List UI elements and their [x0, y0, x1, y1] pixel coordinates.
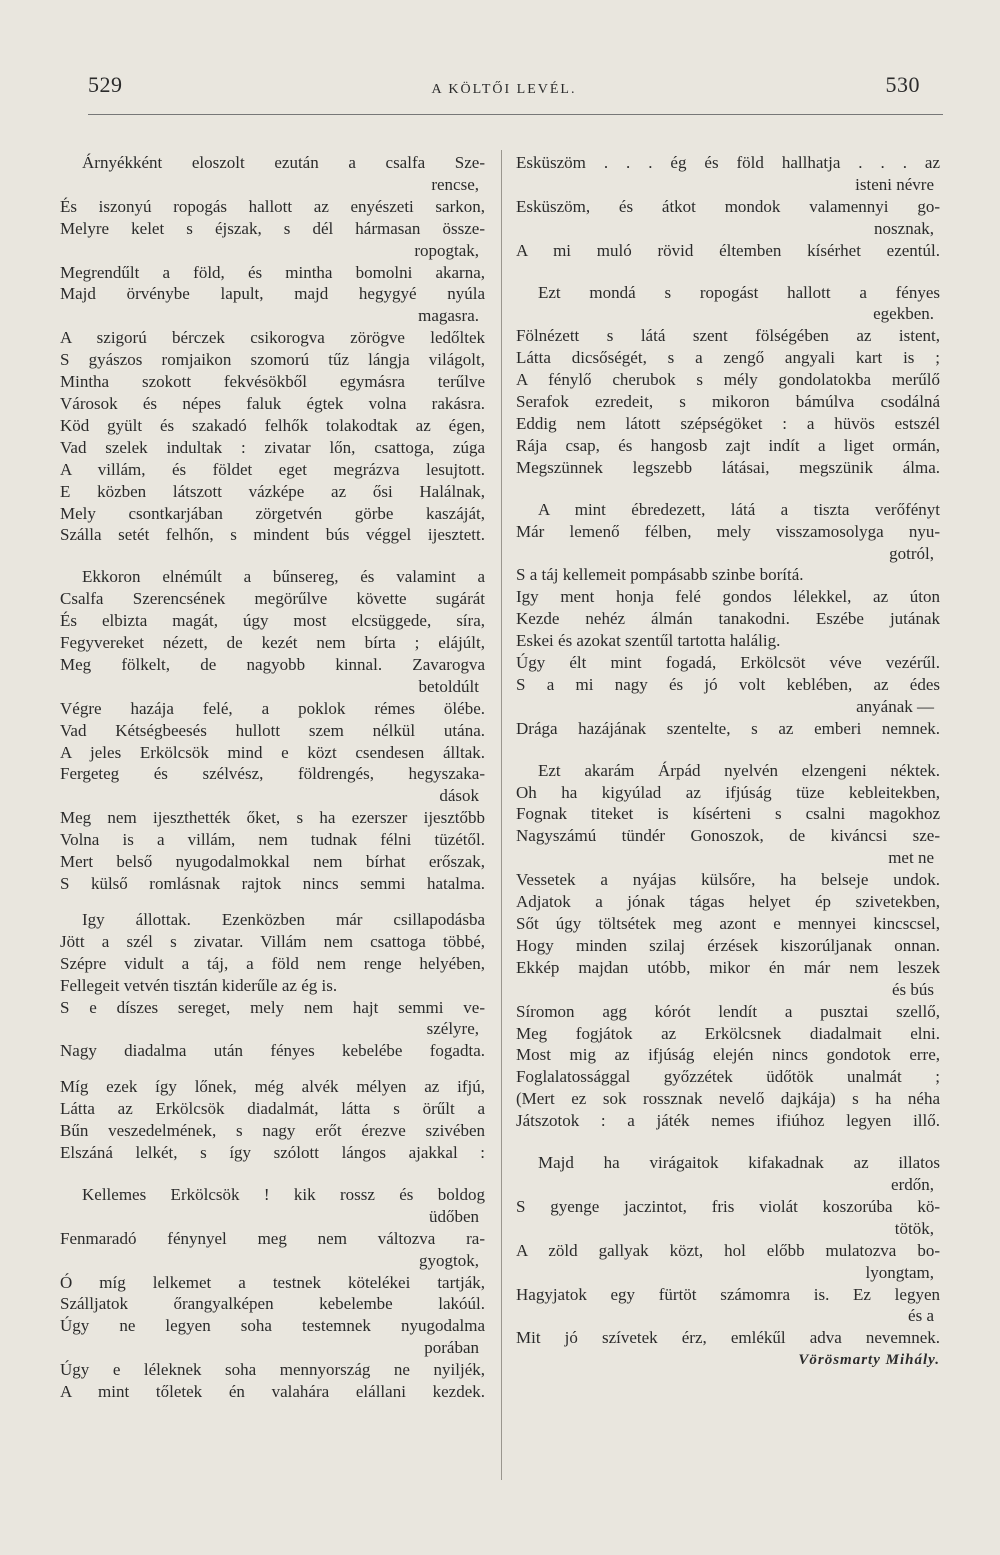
verse-line: Köd gyült és szakadó felhők tolakodtak az égen, [60, 415, 485, 435]
verse-line: Megszünnek legszebb látásai, megszünik álma. [516, 457, 940, 477]
verse-line: Fellegeit vetvén tisztán kiderűle az ég is. [60, 975, 338, 995]
verse-line: Nagyszámú tündér Gonoszok, de kiváncsi sze- [516, 826, 940, 846]
verse-line: Játszotok : a játék nemes ifiúhoz legyen illő. [516, 1111, 940, 1131]
stanza-break [60, 1164, 485, 1184]
verse-line: Foglalatossággal győzzétek üdőtök unalmát ; [516, 1067, 940, 1087]
verse-line: Kezde nehéz álmán tanakodni. Eszébe jutának [516, 609, 940, 629]
verse-line: Drága hazájának szentelte, s az emberi nemnek. [516, 718, 940, 738]
verse-line-continuation: és bús [891, 979, 934, 999]
verse-line-continuation: és a [908, 1306, 934, 1326]
verse-line: Ó míg lelkemet a testnek kötelékei tartják, [60, 1272, 485, 1292]
verse-line: Hagyjatok egy fürtöt számomra is. Ez legyen [516, 1284, 940, 1304]
verse-line: S külső romlásnak rajtok nincs semmi hatalma. [60, 874, 485, 893]
verse-line: Úgy élt mint fogadá, Erkölcsöt véve vezérűl. [516, 653, 940, 673]
verse-line-continuation: gotról, [889, 543, 934, 563]
verse-line: Vad szelek indultak : zivatar lőn, csattoga, zúga [60, 437, 485, 457]
verse-line: E közben látszott vázképe az ősi Halálnak, [60, 481, 485, 501]
verse-line: Mintha szokott fekvésökből egymásra terűlve [60, 372, 485, 392]
verse-line: Sőt úgy töltsétek meg azont e mennyei kincscsel, [516, 914, 940, 933]
verse-line-continuation: nosznak, [874, 218, 934, 238]
verse-line: Esküszöm, és átkot mondok valamennyi go- [516, 196, 940, 216]
verse-line: Mely csontkarjában zörgetvén görbe kaszáját, [60, 503, 485, 523]
stanza-break [516, 262, 940, 282]
verse-line: A fénylő cherubok s mély gondolatokba merűlő [516, 370, 940, 390]
verse-line: Úgy ne legyen soha testemnek nyugodalma [60, 1316, 485, 1336]
verse-line: Síromon agg kórót lendít a pusztai szellő, [516, 1001, 940, 1021]
verse-line: Majd örvénybe lapult, majd hegygyé nyúla [60, 284, 485, 304]
verse-line: Látta dicsőségét, s a zengő angyali kart is ; [516, 348, 940, 368]
verse-line: És elbizta magát, úgy most elcsüggede, síra, [60, 611, 485, 631]
verse-line: Volna is a villám, nem tudnak félni tüzétől. [60, 830, 485, 850]
page-header [88, 72, 920, 112]
verse-line: Végre hazája felé, a poklok rémes ölébe. [60, 698, 485, 718]
verse-line: Fognak titeket is kísérteni s csalni magokhoz [516, 804, 940, 824]
verse-line: Ezt akarám Árpád nyelvén elzengeni néktek. [538, 760, 940, 780]
verse-line: Jött a szél s zivatar. Villám nem csattoga többé, [60, 931, 485, 951]
verse-line: Fegyvereket nézett, de kezét nem bírta ; elájúlt, [60, 633, 485, 653]
verse-line-continuation: ropogtak, [414, 240, 479, 260]
verse-line: Megrendűlt a föld, és mintha bomolni akarna, [60, 262, 485, 282]
verse-line: Serafok ezredeit, s mikoron bámúlva csodálná [516, 392, 940, 412]
verse-line: A szigorú bérczek csikorogva zörögve ledőltek [60, 328, 485, 348]
verse-line: És iszonyú ropogás hallott az enyészeti sarkon, [60, 196, 485, 216]
verse-line: A mint tőletek én valahára elállani kezdek. [60, 1382, 485, 1402]
verse-line: Rája csap, és hangosb zajt indít a liget ormán, [516, 435, 940, 455]
verse-line: Úgy e léleknek soha mennyország ne nyiljék, [60, 1360, 485, 1380]
verse-line: Látta az Erkölcsök diadalmát, látta s örűlt a [60, 1099, 485, 1119]
verse-line: A mi muló rövid éltemben kísérhet ezentúl. [516, 240, 940, 260]
verse-line: S e díszes sereget, mely nem hajt semmi ve- [60, 997, 485, 1017]
verse-line: S gyenge jaczintot, fris violát koszorúba kö- [516, 1196, 940, 1216]
verse-line: Ekkép majdan utóbb, mikor én már nem leszek [516, 957, 940, 977]
verse-line: Mert belső nyugodalmokkal nem bírhat erőszak, [60, 852, 485, 872]
verse-line: Mit jó szívetek érz, emlékűl adva nevemnek. [516, 1328, 940, 1348]
author-signature: Vörösmarty Mihály. [798, 1352, 940, 1369]
verse-line: (Mert ez sok rossznak nevelő dajkája) s ha néha [516, 1089, 940, 1109]
verse-line-continuation: anyának — [856, 696, 934, 716]
stanza-break [516, 479, 940, 499]
verse-line-continuation: rencse, [431, 174, 479, 194]
verse-line: Hogy minden szilaj érzések kiszorúljanak onnan. [516, 935, 940, 955]
verse-line: Eskei és azokat szentűl tartotta halálig. [516, 631, 781, 651]
verse-line-continuation: magasra. [418, 306, 479, 326]
verse-line-continuation: szélyre, [426, 1019, 479, 1039]
verse-line-continuation: met ne [888, 848, 934, 868]
verse-line: S gyászos romjaikon szomorú tűz lángja világolt, [60, 350, 485, 370]
verse-line: Elszáná lelkét, s így szólott lángos ajakkal : [60, 1142, 485, 1162]
page-number-right: 530 [885, 72, 920, 97]
verse-line: Szálljatok őrangyalképen kebelembe lakóúl. [60, 1294, 485, 1314]
verse-line: Csalfa Szerencsének megörűlve követte sugárát [60, 589, 485, 609]
verse-line: S a táj kellemeit pompásabb szinbe borítá. [516, 565, 804, 585]
verse-line: A zöld gallyak közt, hol előbb mulatozva bo- [516, 1240, 940, 1260]
verse-line: Városok és népes faluk égtek volna rakásra. [60, 393, 485, 413]
verse-line-continuation: lyongtam, [865, 1262, 934, 1282]
stanza-break [60, 895, 485, 909]
verse-line: Fölnézett s látá szent fölségében az istent, [516, 326, 940, 346]
verse-line: Kellemes Erkölcsök ! kik rossz és boldog [82, 1184, 485, 1204]
verse-line-continuation: tötök, [894, 1218, 934, 1238]
verse-line: Esküszöm . . . ég és föld hallhatja . . . az [516, 153, 940, 172]
verse-line: A villám, és földet eget megrázva lesujtott. [60, 459, 485, 479]
verse-line: Míg ezek így lőnek, még alvék mélyen az ifjú, [60, 1077, 485, 1097]
verse-line: Szálla setét felhőn, s mindent bús véggel ijesztett. [60, 525, 485, 545]
verse-line: Melyre kelet s éjszak, s dél hármasan össze- [60, 218, 485, 238]
verse-line: Ezt mondá s ropogást hallott a fényes [538, 282, 940, 302]
verse-line: A mint ébredezett, látá a tiszta verőfényt [538, 499, 940, 519]
verse-line: Meg fogjátok az Erkölcsnek diadalmait elni. [516, 1023, 940, 1043]
verse-line-continuation: betoldúlt [418, 676, 479, 696]
verse-line-continuation: erdőn, [891, 1174, 934, 1194]
verse-line-continuation: üdőben [428, 1206, 479, 1226]
verse-line-continuation: porában [424, 1338, 479, 1358]
column-divider [501, 150, 502, 1480]
verse-line: Fergeteg és szélvész, földrengés, hegyszaka- [60, 764, 485, 784]
right-column [516, 152, 940, 1372]
verse-line: Igy ment honja felé gondos lélekkel, az úton [516, 587, 940, 607]
verse-line: Meg nem ijeszthették őket, s ha ezerszer ijesztőbb [60, 808, 485, 828]
verse-line-continuation: dások [439, 786, 479, 806]
page-number-left: 529 [88, 72, 123, 97]
stanza-break [60, 546, 485, 566]
verse-line: Igy állottak. Ezenközben már csillapodásba [82, 909, 485, 929]
verse-line: Már lemenő félben, mely visszamosolyga nyu- [516, 521, 940, 541]
verse-line: Most mig az ifjúság elején nincs gondotok erre, [516, 1045, 940, 1065]
left-column [60, 152, 485, 1403]
verse-line: Szépre vidult a táj, a föld nem renge helyében, [60, 953, 485, 973]
running-title: A KÖLTŐI LEVÉL. [431, 82, 577, 97]
verse-line: Vad Kétségbeesés hullott szem nélkül utána. [60, 720, 485, 740]
stanza-break [516, 1132, 940, 1152]
verse-line: Eddig nem látott szépségöket : a hüvös estszél [516, 413, 940, 433]
verse-line-continuation: isteni névre [855, 174, 934, 194]
verse-line: Fenmaradó fénynyel meg nem változva ra- [60, 1228, 485, 1248]
verse-line: Meg fölkelt, de nagyobb kinnal. Zavarogva [60, 654, 485, 674]
verse-line-continuation: gyogtok, [419, 1250, 479, 1270]
stanza-break [60, 1062, 485, 1076]
verse-line: A jeles Erkölcsök mind e közt csendesen álltak. [60, 742, 485, 762]
verse-line: Vessetek a nyájas külsőre, ha belseje undok. [516, 870, 940, 890]
verse-line: Adjatok a jónak tágas helyet ép szivetekben, [516, 892, 940, 912]
verse-line-continuation: egekben. [873, 304, 934, 324]
header-rule [88, 114, 943, 115]
stanza-break [516, 740, 940, 760]
verse-line: Oh ha kigyúlad az ifjúság tüze kebleitekben, [516, 782, 940, 802]
verse-line: Árnyékként eloszolt ezután a csalfa Sze- [82, 153, 485, 172]
verse-line: S a mi nagy és jó volt keblében, az édes [516, 674, 940, 694]
verse-line: Ekkoron elnémúlt a bűnsereg, és valamint a [82, 567, 485, 587]
verse-line: Majd ha virágaitok kifakadnak az illatos [538, 1153, 940, 1173]
verse-line: Bűn veszedelmének, s nagy erőt érezve szivében [60, 1121, 485, 1141]
verse-line: Nagy diadalma után fényes kebelébe fogadta. [60, 1041, 485, 1061]
